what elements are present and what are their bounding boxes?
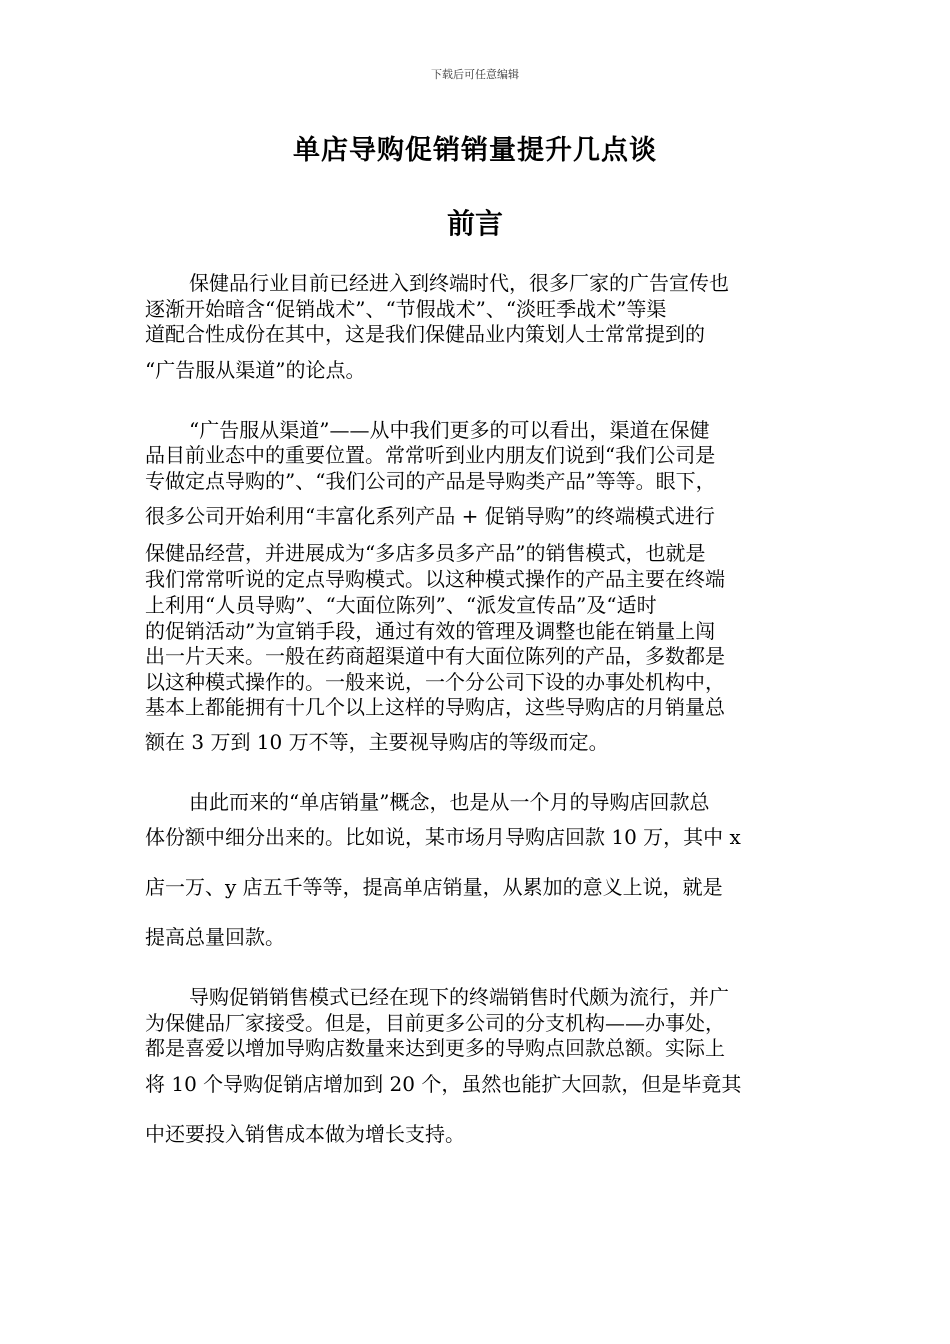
header-note: 下载后可任意编辑 xyxy=(431,68,519,81)
paragraph-line: 以这种模式操作的。一般来说，一个分公司下设的办事处机构中， xyxy=(145,670,725,694)
section-heading: 前言 xyxy=(446,207,503,240)
paragraph-line: 逐渐开始暗含“促销战术”、“节假战术”、“淡旺季战术”等渠 xyxy=(145,297,667,321)
paragraph-line: 出一片天来。一般在药商超渠道中有大面位陈列的产品，多数都是 xyxy=(145,644,725,668)
paragraph-line: 体份额中细分出来的。比如说，某市场月导购店回款 10 万，其中 x xyxy=(145,825,741,849)
paragraph-line: “广告服从渠道”——从中我们更多的可以看出，渠道在保健 xyxy=(189,418,710,442)
paragraph-line: 我们常常听说的定点导购模式。以这种模式操作的产品主要在终端 xyxy=(145,567,725,591)
paragraph-line: 都是喜爱以增加导购店数量来达到更多的导购点回款总额。实际上 xyxy=(145,1036,725,1060)
paragraph-line: 上利用“人员导购”、“大面位陈列”、“派发宣传品”及“适时 xyxy=(145,593,657,617)
paragraph-line: 额在 3 万到 10 万不等，主要视导购店的等级而定。 xyxy=(145,730,609,754)
document-title: 单店导购促销销量提升几点谈 xyxy=(293,135,657,166)
paragraph-line: 的促销活动”为宣销手段，通过有效的管理及调整也能在销量上闯 xyxy=(145,619,716,643)
paragraph-line: 道配合性成份在其中，这是我们保健品业内策划人士常常提到的 xyxy=(145,322,705,346)
paragraph-line: 为保健品厂家接受。但是，目前更多公司的分支机构——办事处， xyxy=(145,1011,725,1035)
paragraph-line: 基本上都能拥有十几个以上这样的导购店，这些导购店的月销量总 xyxy=(145,695,725,719)
paragraph-line: 专做定点导购的”、“我们公司的产品是导购类产品”等等。眼下， xyxy=(145,469,716,493)
paragraph-line: “广告服从渠道”的论点。 xyxy=(145,358,366,382)
paragraph-line: 将 10 个导购促销店增加到 20 个，虽然也能扩大回款，但是毕竟其 xyxy=(145,1072,742,1096)
paragraph-line: 导购促销销售模式已经在现下的终端销售时代颇为流行，并广 xyxy=(189,985,729,1009)
paragraph-line: 提高总量回款。 xyxy=(145,925,285,949)
paragraph-line: 中还要投入销售成本做为增长支持。 xyxy=(145,1122,465,1146)
paragraph-line: 保健品行业目前已经进入到终端时代，很多厂家的广告宣传也 xyxy=(189,271,729,295)
paragraph-line: 很多公司开始利用“丰富化系列产品 + 促销导购”的终端模式进行 xyxy=(145,504,715,528)
paragraph-line: 保健品经营，并进展成为“多店多员多产品”的销售模式，也就是 xyxy=(145,541,706,565)
paragraph-line: 店一万、y 店五千等等，提高单店销量，从累加的意义上说，就是 xyxy=(145,875,723,899)
paragraph-line: 由此而来的“单店销量”概念，也是从一个月的导购店回款总 xyxy=(189,790,710,814)
paragraph-line: 品目前业态中的重要位置。常常听到业内朋友们说到“我们公司是 xyxy=(145,443,716,467)
